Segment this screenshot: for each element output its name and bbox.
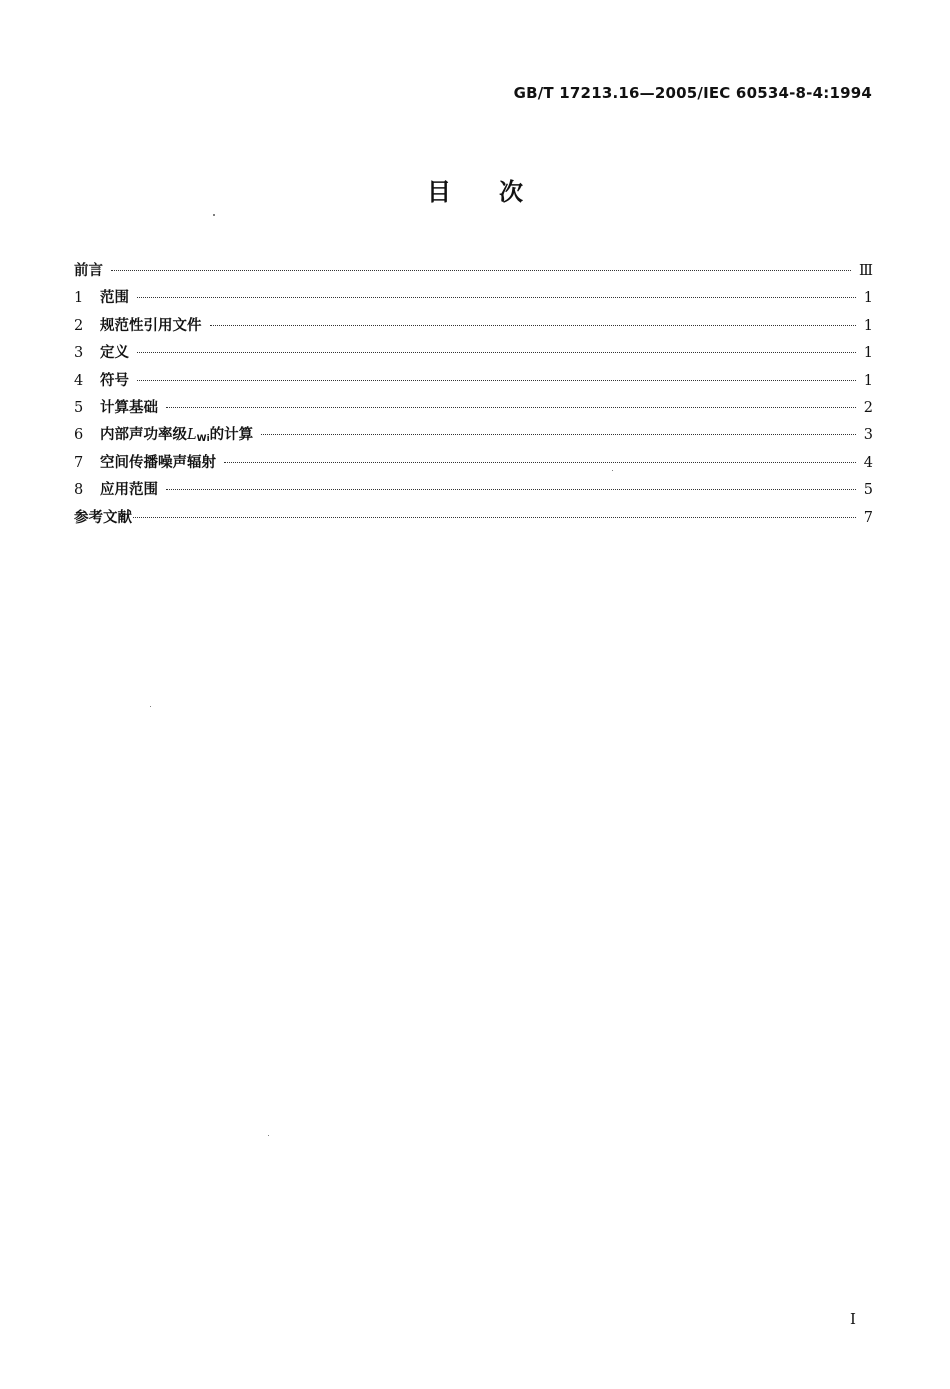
toc-entry-symbols[interactable] — [74, 369, 873, 396]
toc-entry-number: 3 — [74, 345, 84, 362]
toc-entry-page: 3 — [863, 427, 873, 444]
table-of-contents — [74, 259, 873, 533]
toc-entry-normative-references[interactable] — [74, 314, 873, 341]
toc-entry-page: 1 — [863, 317, 873, 334]
toc-entry-page: 5 — [863, 482, 873, 499]
toc-label-subscript: Wi — [196, 434, 210, 445]
toc-entry-foreword[interactable] — [74, 259, 873, 286]
toc-entry-number: 5 — [74, 399, 84, 416]
toc-dot-leader — [133, 517, 856, 518]
toc-entry-page: 2 — [863, 399, 873, 416]
toc-entry-label: 定义 — [100, 345, 129, 362]
scan-speck — [213, 214, 215, 216]
toc-dot-leader — [137, 352, 856, 353]
toc-entry-page: 1 — [863, 372, 873, 389]
toc-label-symbol: L — [187, 427, 197, 444]
toc-entry-page: 1 — [863, 290, 873, 307]
toc-label-before: 内部声功率级 — [100, 427, 187, 444]
scan-speck — [612, 470, 613, 471]
toc-entry-number: 6 — [74, 427, 84, 444]
toc-entry-number: 1 — [74, 290, 84, 307]
toc-dot-leader — [224, 462, 856, 463]
toc-entry-page: 4 — [863, 454, 873, 471]
toc-entry-application-range[interactable] — [74, 478, 873, 505]
page-number: I — [850, 1310, 856, 1328]
toc-dot-leader — [111, 270, 851, 271]
toc-dot-leader — [137, 297, 856, 298]
toc-entry-number: 7 — [74, 454, 84, 471]
toc-dot-leader — [261, 434, 856, 435]
scan-speck — [268, 1135, 269, 1136]
standard-number: GB/T 17213.16—2005/IEC 60534-8-4:1994 — [513, 84, 872, 102]
toc-entry-airborne-noise[interactable] — [74, 451, 873, 478]
toc-entry-label: 规范性引用文件 — [100, 317, 202, 334]
toc-entry-number: 8 — [74, 482, 84, 499]
toc-entry-page: 7 — [863, 509, 873, 526]
toc-entry-bibliography[interactable] — [74, 506, 873, 533]
toc-entry-definitions[interactable] — [74, 341, 873, 368]
toc-entry-label: 空间传播噪声辐射 — [100, 454, 216, 471]
toc-entry-label: 范围 — [100, 290, 129, 307]
toc-entry-page: 1 — [863, 345, 873, 362]
toc-label-after: 的计算 — [209, 427, 254, 444]
toc-entry-label: 符号 — [100, 372, 129, 389]
toc-entry-label: 计算基础 — [100, 399, 158, 416]
scan-speck — [150, 706, 151, 707]
toc-entry-label: 参考文献 — [74, 509, 132, 526]
toc-entry-calculation-basis[interactable] — [74, 396, 873, 423]
toc-entry-number: 2 — [74, 317, 84, 334]
toc-entry-page: Ⅲ — [859, 263, 873, 279]
toc-dot-leader — [166, 489, 856, 490]
toc-entry-scope[interactable] — [74, 286, 873, 313]
toc-entry-label: 前言 — [74, 263, 103, 279]
toc-dot-leader — [210, 325, 856, 326]
toc-entry-label — [100, 423, 261, 444]
page-title: 目次 — [427, 178, 571, 206]
toc-dot-leader — [137, 380, 856, 381]
toc-entry-internal-sound-power[interactable] — [74, 423, 873, 450]
toc-dot-leader — [166, 407, 856, 408]
toc-entry-number: 4 — [74, 372, 84, 389]
toc-entry-label: 应用范围 — [100, 482, 158, 499]
